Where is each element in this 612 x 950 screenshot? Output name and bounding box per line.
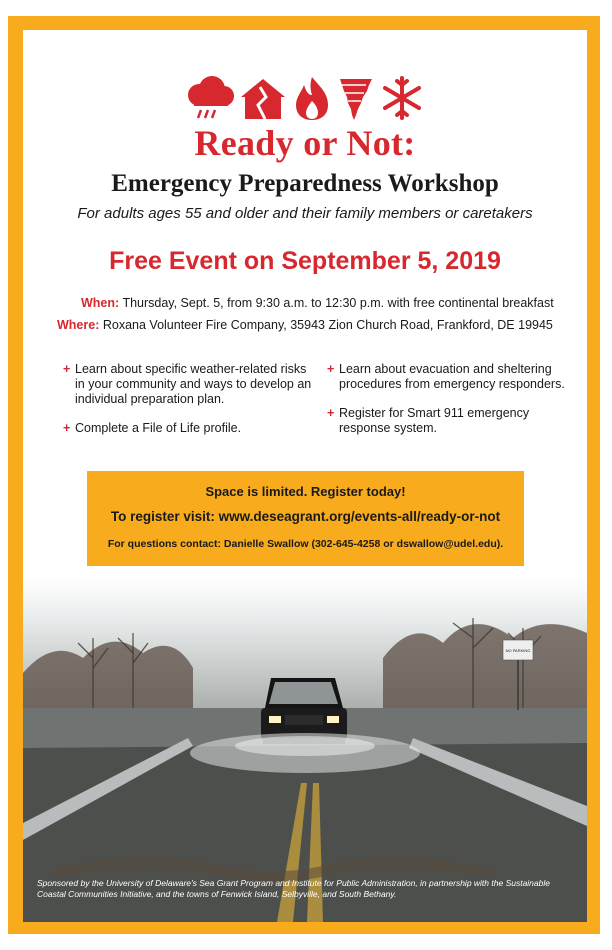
where-text: Roxana Volunteer Fire Company, 35943 Zion Church Road, Frankford, DE 19945 (102, 318, 553, 332)
poster-title: Ready or Not: (194, 123, 416, 163)
poster (23, 30, 587, 922)
bullet-item (327, 406, 567, 436)
flooded-road-photo (23, 578, 587, 922)
bullet-item (63, 362, 313, 407)
bullet-text: Learn about specific weather-related risks in your community and ways to develop an individual preparation plan. (75, 362, 312, 406)
register-url-text[interactable]: To register visit: www.deseagrant.org/events-all/ready-or-not (110, 509, 501, 524)
plus-icon: + (327, 362, 335, 376)
plus-icon: + (327, 406, 335, 420)
register-box (87, 471, 524, 566)
bullet-text: Learn about evacuation and sheltering procedures from emergency responders. (339, 362, 565, 391)
where-line (57, 318, 553, 332)
plus-icon: + (63, 362, 71, 376)
flood-scene (23, 578, 587, 922)
event-headline: Free Event on September 5, 2019 (109, 247, 501, 275)
when-text: Thursday, Sept. 5, from 9:30 a.m. to 12:30 p.m. with free continental breakfast (122, 296, 554, 310)
space-limited-text: Space is limited. Register today! (205, 484, 406, 499)
earthquake-house-icon (238, 75, 288, 121)
poster-subtitle: Emergency Preparedness Workshop (111, 170, 499, 197)
hazard-icons (23, 68, 587, 128)
water-splash (235, 736, 375, 756)
audience-line: For adults ages 55 and older and their family members or caretakers (77, 205, 533, 222)
when-line (81, 296, 554, 310)
sponsor-footnote: Sponsored by the University of Delaware's Sea Grant Program and Institute for Public Administration, in partnership with the Sustainable Coastal Communities Initiative, and the towns of Fenwick Island, Selbyville, and South Bethany. (37, 878, 550, 899)
bullet-column-left (63, 362, 313, 450)
bullet-text: Register for Smart 911 emergency response system. (339, 406, 530, 435)
bullet-item (327, 362, 567, 392)
snowflake-icon (378, 75, 426, 121)
where-label: Where: (57, 318, 100, 332)
bullet-text: Complete a File of Life profile. (75, 421, 242, 435)
storm-cloud-icon (184, 75, 236, 121)
road-sign-text: NO PARKING (505, 648, 531, 653)
bullet-column-right (327, 362, 567, 450)
contact-text: For questions contact: Danielle Swallow (302-645-4258 or dswallow@udel.edu). (107, 538, 504, 550)
fire-icon (290, 75, 334, 121)
tornado-icon (336, 75, 376, 121)
when-label: When: (81, 296, 120, 310)
plus-icon: + (63, 421, 71, 435)
tree-line-left (23, 642, 193, 718)
bullet-item (63, 421, 313, 436)
tree-line-right (383, 624, 587, 713)
